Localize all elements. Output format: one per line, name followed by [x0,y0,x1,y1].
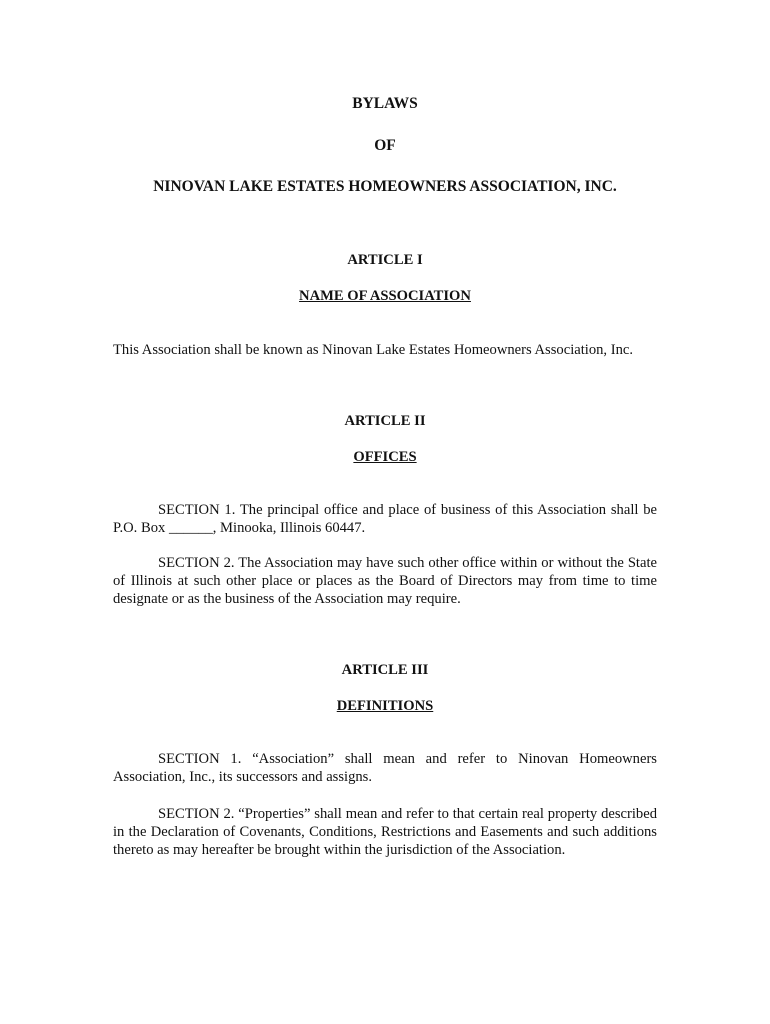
article-2-heading: OFFICES [353,449,417,465]
document-title-of: OF [374,137,396,154]
article-2-number: ARTICLE II [344,413,426,429]
association-name-title: NINOVAN LAKE ESTATES HOMEOWNERS ASSOCIATION, INC. [153,178,617,195]
article-3-heading: DEFINITIONS [336,698,434,714]
article-3-number: ARTICLE III [341,662,429,678]
article-1-number: ARTICLE I [347,252,423,268]
article-1-paragraph-1: This Association shall be known as Ninovan Lake Estates Homeowners Association, Inc. [113,342,634,358]
document-title: BYLAWS [352,95,418,112]
article-3-section-2: SECTION 2. “Properties” shall mean and refer to that certain real property described in the Declaration of Covenants, Conditions, Restrictions and Easements and such additions thereto as may hereafter be brought within the jurisdiction of the Association. [113,806,657,859]
article-2-section-2: SECTION 2. The Association may have such other office within or without the State of Illinois at such other place or places as the Board of Directors may from time to time designate or as the business of the Association may require. [113,555,657,608]
article-2-section-1: SECTION 1. The principal office and place of business of this Association shall be P.O. Box ______, Minooka, Illinois 60447. [113,502,657,537]
article-1-heading: NAME OF ASSOCIATION [299,288,471,304]
article-3-section-1: SECTION 1. “Association” shall mean and refer to Ninovan Homeowners Association, Inc., its successors and assigns. [113,751,657,786]
